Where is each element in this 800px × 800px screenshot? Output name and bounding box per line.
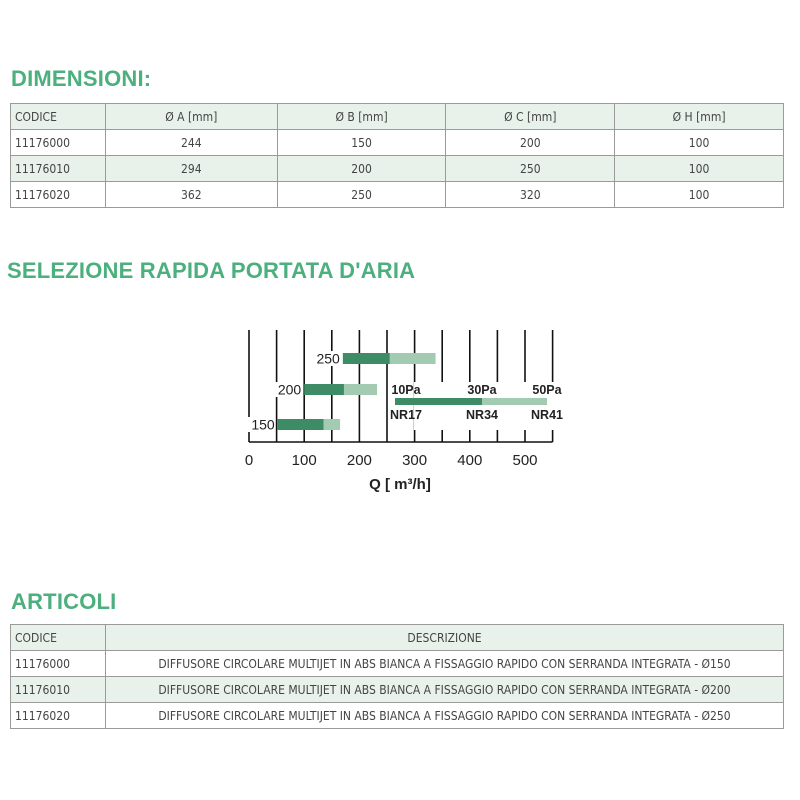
cell-h: 100 bbox=[615, 156, 784, 182]
cell-codice: 11176000 bbox=[11, 651, 106, 677]
bar-light bbox=[390, 353, 436, 364]
cell-b: 250 bbox=[277, 182, 446, 208]
cell-c: 250 bbox=[446, 156, 615, 182]
legend-pressure-label: 50Pa bbox=[532, 383, 562, 397]
category-label: 150 bbox=[251, 416, 275, 433]
selection-title: SELEZIONE RAPIDA PORTATA D'ARIA bbox=[7, 258, 416, 283]
table-row bbox=[11, 703, 784, 729]
bar-light bbox=[344, 384, 377, 395]
x-tick-label: 300 bbox=[402, 452, 428, 469]
bar-dark bbox=[278, 419, 324, 430]
cell-c: 200 bbox=[446, 130, 615, 156]
category-label: 250 bbox=[316, 350, 340, 367]
header-codice: CODICE bbox=[11, 104, 106, 130]
cell-codice: 11176000 bbox=[11, 130, 106, 156]
cell-descrizione: DIFFUSORE CIRCOLARE MULTIJET IN ABS BIANCA A FISSAGGIO RAPIDO CON SERRANDA INTEGRATA - Ø200 bbox=[106, 677, 784, 703]
cell-h: 100 bbox=[615, 130, 784, 156]
cell-codice: 11176010 bbox=[11, 677, 106, 703]
articles-table bbox=[10, 624, 784, 729]
x-tick-label: 400 bbox=[457, 452, 483, 469]
airflow-chart bbox=[230, 318, 570, 498]
header-diameter-h: Ø H [mm] bbox=[615, 104, 784, 130]
chart-tick-labels bbox=[245, 452, 538, 469]
cell-descrizione: DIFFUSORE CIRCOLARE MULTIJET IN ABS BIANCA A FISSAGGIO RAPIDO CON SERRANDA INTEGRATA - Ø250 bbox=[106, 703, 784, 729]
cell-b: 150 bbox=[277, 130, 446, 156]
bar-light bbox=[324, 419, 341, 430]
table-header-row bbox=[11, 104, 784, 130]
header-diameter-a: Ø A [mm] bbox=[105, 104, 277, 130]
table-row bbox=[11, 130, 784, 156]
articles-title: ARTICOLI bbox=[11, 589, 117, 614]
cell-a: 362 bbox=[105, 182, 277, 208]
x-tick-label: 0 bbox=[244, 452, 254, 469]
cell-a: 294 bbox=[105, 156, 277, 182]
legend-bar-dark bbox=[395, 398, 482, 405]
header-codice: CODICE bbox=[11, 625, 106, 651]
x-tick-label: 100 bbox=[291, 452, 317, 469]
table-row bbox=[11, 182, 784, 208]
header-diameter-b: Ø B [mm] bbox=[277, 104, 446, 130]
cell-codice: 11176020 bbox=[11, 182, 106, 208]
cell-a: 244 bbox=[105, 130, 277, 156]
legend-noise-label: NR17 bbox=[390, 408, 422, 422]
x-tick-label: 200 bbox=[346, 452, 372, 469]
cell-codice: 11176020 bbox=[11, 703, 106, 729]
header-diameter-c: Ø C [mm] bbox=[446, 104, 615, 130]
legend-noise-label: NR34 bbox=[466, 408, 498, 422]
table-header-row bbox=[11, 625, 784, 651]
dimensions-title: DIMENSIONI: bbox=[11, 66, 152, 91]
table-row bbox=[11, 677, 784, 703]
x-axis-label: Q [ m³/h] bbox=[369, 476, 431, 493]
header-descrizione: DESCRIZIONE bbox=[106, 625, 784, 651]
dimensions-table bbox=[10, 103, 784, 208]
x-tick-label: 500 bbox=[512, 452, 538, 469]
table-row bbox=[11, 651, 784, 677]
table-row bbox=[11, 156, 784, 182]
bar-dark bbox=[304, 384, 344, 395]
legend-noise-label: NR41 bbox=[531, 408, 563, 422]
chart-legend bbox=[390, 382, 563, 430]
bar-dark bbox=[343, 353, 390, 364]
cell-codice: 11176010 bbox=[11, 156, 106, 182]
legend-pressure-label: 10Pa bbox=[391, 383, 421, 397]
cell-h: 100 bbox=[615, 182, 784, 208]
cell-b: 200 bbox=[277, 156, 446, 182]
legend-pressure-label: 30Pa bbox=[467, 383, 497, 397]
cell-c: 320 bbox=[446, 182, 615, 208]
cell-descrizione: DIFFUSORE CIRCOLARE MULTIJET IN ABS BIANCA A FISSAGGIO RAPIDO CON SERRANDA INTEGRATA - Ø150 bbox=[106, 651, 784, 677]
category-label: 200 bbox=[277, 381, 302, 398]
